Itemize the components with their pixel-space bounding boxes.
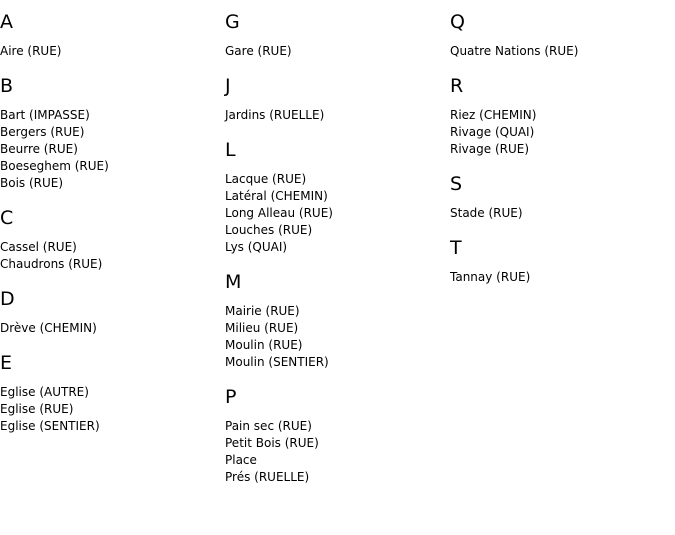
letter-heading: L (225, 139, 236, 161)
street-link[interactable]: Eglise (RUE) (0, 402, 74, 416)
street-link[interactable]: Louches (RUE) (225, 223, 313, 237)
street-link[interactable]: Mairie (RUE) (225, 304, 300, 318)
street-link[interactable]: Place (225, 453, 257, 467)
street-link[interactable]: Stade (RUE) (450, 206, 523, 220)
letter-section (450, 172, 670, 222)
street-link[interactable]: Moulin (SENTIER) (225, 355, 329, 369)
street-link[interactable]: Long Alleau (RUE) (225, 206, 333, 220)
street-link[interactable]: Cassel (RUE) (0, 240, 77, 254)
street-link[interactable]: Rivage (RUE) (450, 142, 530, 156)
letter-heading: P (225, 386, 237, 408)
letter-section (225, 385, 445, 486)
index-column-2 (225, 10, 445, 500)
street-link[interactable]: Tannay (RUE) (450, 270, 531, 284)
letter-heading: D (0, 288, 15, 310)
street-link[interactable]: Eglise (AUTRE) (0, 385, 89, 399)
street-link[interactable]: Chaudrons (RUE) (0, 257, 103, 271)
street-link[interactable]: Latéral (CHEMIN) (225, 189, 328, 203)
letter-section (450, 74, 670, 158)
street-link[interactable]: Bart (IMPASSE) (0, 108, 90, 122)
index-column-1 (0, 10, 220, 449)
letter-heading: E (0, 352, 13, 374)
street-link[interactable]: Quatre Nations (RUE) (450, 44, 579, 58)
letter-section (225, 138, 445, 256)
letter-heading: S (450, 173, 463, 195)
letter-section (0, 287, 220, 337)
letter-section (0, 351, 220, 435)
letter-heading: G (225, 11, 240, 33)
street-link[interactable]: Jardins (RUELLE) (225, 108, 325, 122)
letter-section (0, 10, 220, 60)
index-column-3 (450, 10, 670, 300)
street-link[interactable]: Bois (RUE) (0, 176, 64, 190)
street-link[interactable]: Bergers (RUE) (0, 125, 85, 139)
street-link[interactable]: Eglise (SENTIER) (0, 419, 100, 433)
street-link[interactable]: Moulin (RUE) (225, 338, 303, 352)
letter-heading: R (450, 75, 464, 97)
street-link[interactable]: Drève (CHEMIN) (0, 321, 97, 335)
letter-heading: A (0, 11, 13, 33)
letter-heading: B (0, 75, 14, 97)
street-link[interactable]: Riez (CHEMIN) (450, 108, 537, 122)
letter-heading: C (0, 207, 14, 229)
street-link[interactable]: Pain sec (RUE) (225, 419, 312, 433)
letter-heading: M (225, 271, 242, 293)
street-link[interactable]: Milieu (RUE) (225, 321, 299, 335)
letter-heading: Q (450, 11, 465, 33)
street-link[interactable]: Aire (RUE) (0, 44, 62, 58)
street-link[interactable]: Boeseghem (RUE) (0, 159, 109, 173)
street-link[interactable]: Petit Bois (RUE) (225, 436, 319, 450)
letter-section (450, 236, 670, 286)
street-link[interactable]: Prés (RUELLE) (225, 470, 310, 484)
street-link[interactable]: Lacque (RUE) (225, 172, 307, 186)
letter-section (225, 10, 445, 60)
street-link[interactable]: Lys (QUAI) (225, 240, 288, 254)
street-link[interactable]: Beurre (RUE) (0, 142, 78, 156)
letter-heading: J (225, 75, 231, 97)
letter-section (450, 10, 670, 60)
street-link[interactable]: Rivage (QUAI) (450, 125, 535, 139)
letter-section (225, 270, 445, 371)
street-link[interactable]: Gare (RUE) (225, 44, 292, 58)
letter-heading: T (450, 237, 462, 259)
letter-section (225, 74, 445, 124)
letter-section (0, 74, 220, 192)
letter-section (0, 206, 220, 273)
